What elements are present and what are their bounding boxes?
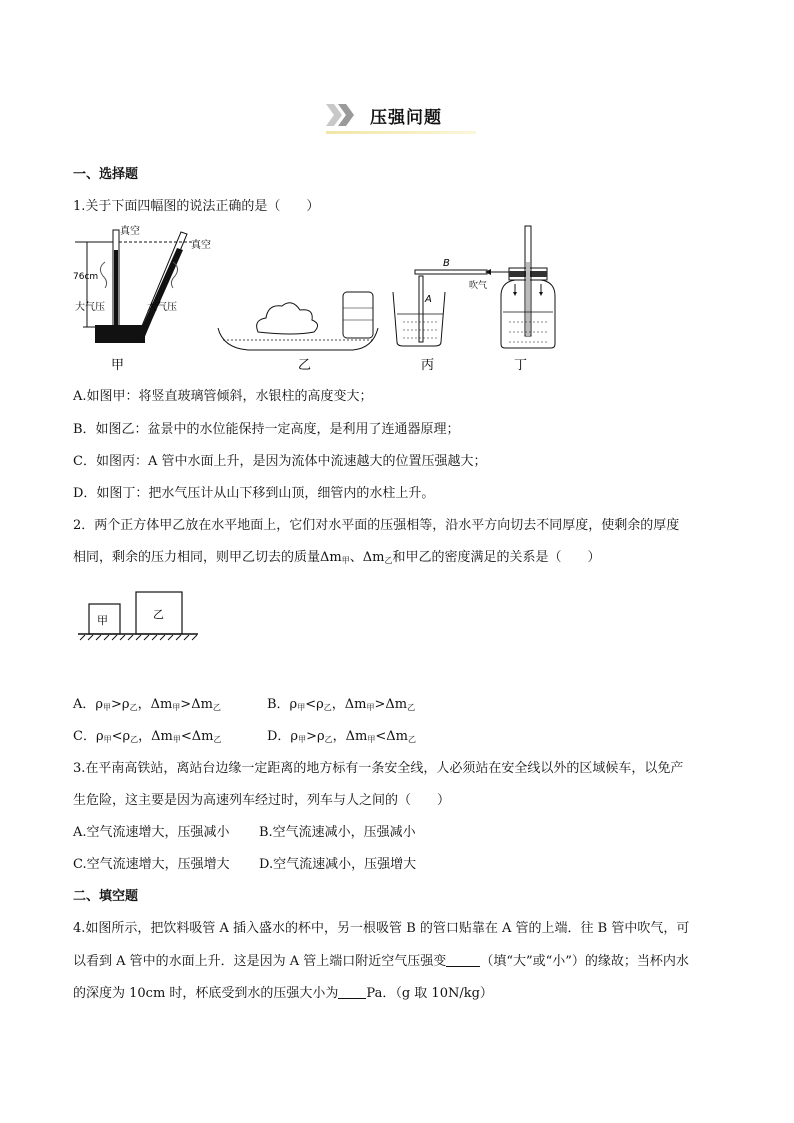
q3-option-a: A.空气流速增大，压强减小: [73, 825, 230, 840]
q4-blank-2[interactable]: [338, 985, 366, 999]
q3-option-b: B.空气流速减小，压强减小: [259, 825, 416, 840]
double-chevron-icon: [326, 104, 356, 126]
q1-option-b: B．如图乙：盆景中的水位能保持一定高度，是利用了连通器原理；: [73, 422, 460, 437]
label-atm-2: 大气压: [147, 302, 177, 313]
page-title: 压强问题: [370, 108, 442, 128]
q3-option-c: C.空气流速增大，压强增大: [73, 857, 230, 872]
fig-bing-straws: [393, 258, 513, 373]
q1-stem: 1.关于下面四幅图的说法正确的是（ ）: [73, 199, 320, 214]
q1-option-d: D．如图丁：把水气压计从山下移到山顶，细管内的水柱上升。: [73, 486, 435, 501]
q1-figure: [73, 222, 563, 374]
fig-ding-bottle: [501, 226, 555, 373]
q2-option-b: B．$\rho_甲<\rho_乙$，$\Delta m_甲>\Delta m_乙$: [267, 697, 416, 712]
q4-line1: 4.如图所示，把饮料吸管 A 插入盛水的杯中，另一根吸管 B 的管口贴靠在 A 管的上端．往 B 管中吹气，可: [73, 921, 690, 936]
q1-option-a: A.如图甲：将竖直玻璃管倾斜，水银柱的高度变大；: [73, 389, 373, 404]
section-heading-choice: 一、选择题: [73, 167, 139, 182]
label-bing: 丙: [421, 358, 435, 373]
title-block: [0, 100, 794, 140]
label-b: B: [443, 258, 450, 269]
q4-line2: 以看到 A 管中的水面上升．这是因为 A 管上端口附近空气压强变 （填“大”或“小”）的缘故；当杯内水: [73, 954, 689, 969]
q2-figure: [76, 588, 200, 644]
label-vacuum-1: 真空: [120, 226, 140, 237]
label-atm-1: 大气压: [75, 302, 105, 313]
label-jia: 甲: [111, 358, 125, 373]
label-blow: 吹气: [469, 281, 488, 291]
q4-blank-1[interactable]: [446, 953, 480, 967]
label-vacuum-2: 真空: [191, 240, 211, 251]
q2-options-row2: [73, 729, 416, 748]
q3-options-row1: [73, 825, 416, 841]
q3-stem-line1: 3.在平南高铁站，离站台边缘一定距离的地方标有一条安全线，人必须站在安全线以外的区域候车，以免产: [73, 761, 684, 776]
q2-stem-line1: 2．两个正方体甲乙放在水平地面上，它们对水平面的压强相等，沿水平方向切去不同厚度，使剩余的厚度: [73, 518, 680, 533]
q2-option-a: A．$\rho_甲>\rho_乙$，$\Delta m_甲>\Delta m_乙$: [73, 697, 221, 712]
q4-line3: 的深度为 10cm 时，杯底受到水的压强大小为 Pa．（g 取 10N/kg）: [73, 986, 493, 1001]
q3-options-row2: [73, 857, 416, 873]
fig-yi-bonsai: [218, 292, 378, 373]
q2-options-row1: [73, 697, 415, 716]
label-76cm: 76cm: [73, 272, 99, 282]
label-yi: 乙: [298, 358, 312, 373]
q2-option-d: D．$\rho_甲>\rho_乙$，$\Delta m_甲<\Delta m_乙$: [267, 729, 416, 744]
q3-stem-line2: 生危险，这主要是因为高速列车经过时，列车与人之间的（ ）: [73, 793, 451, 808]
title-underline: [326, 131, 476, 134]
fig-jia-barometer: [73, 224, 211, 373]
q1-option-c: C．如图丙：A 管中水面上升，是因为流体中流速越大的位置压强越大；: [73, 454, 487, 469]
q3-option-d: D.空气流速减小，压强增大: [259, 857, 417, 872]
q2-option-c: C．$\rho_甲<\rho_乙$，$\Delta m_甲<\Delta m_乙$: [73, 729, 222, 744]
label-ding: 丁: [514, 358, 528, 373]
label-a: A: [425, 294, 432, 305]
label-cube-yi: 乙: [153, 608, 164, 621]
q2-stem-line2: 相同，剩余的压力相同，则甲乙切去的质量$\Delta m_甲$、$\Delta m_乙$和甲乙的密度满足的关系是（ ）: [73, 550, 601, 565]
section-heading-fill: 二、填空题: [73, 889, 139, 904]
mercury-trough: [95, 325, 145, 343]
label-cube-jia: 甲: [97, 614, 108, 627]
